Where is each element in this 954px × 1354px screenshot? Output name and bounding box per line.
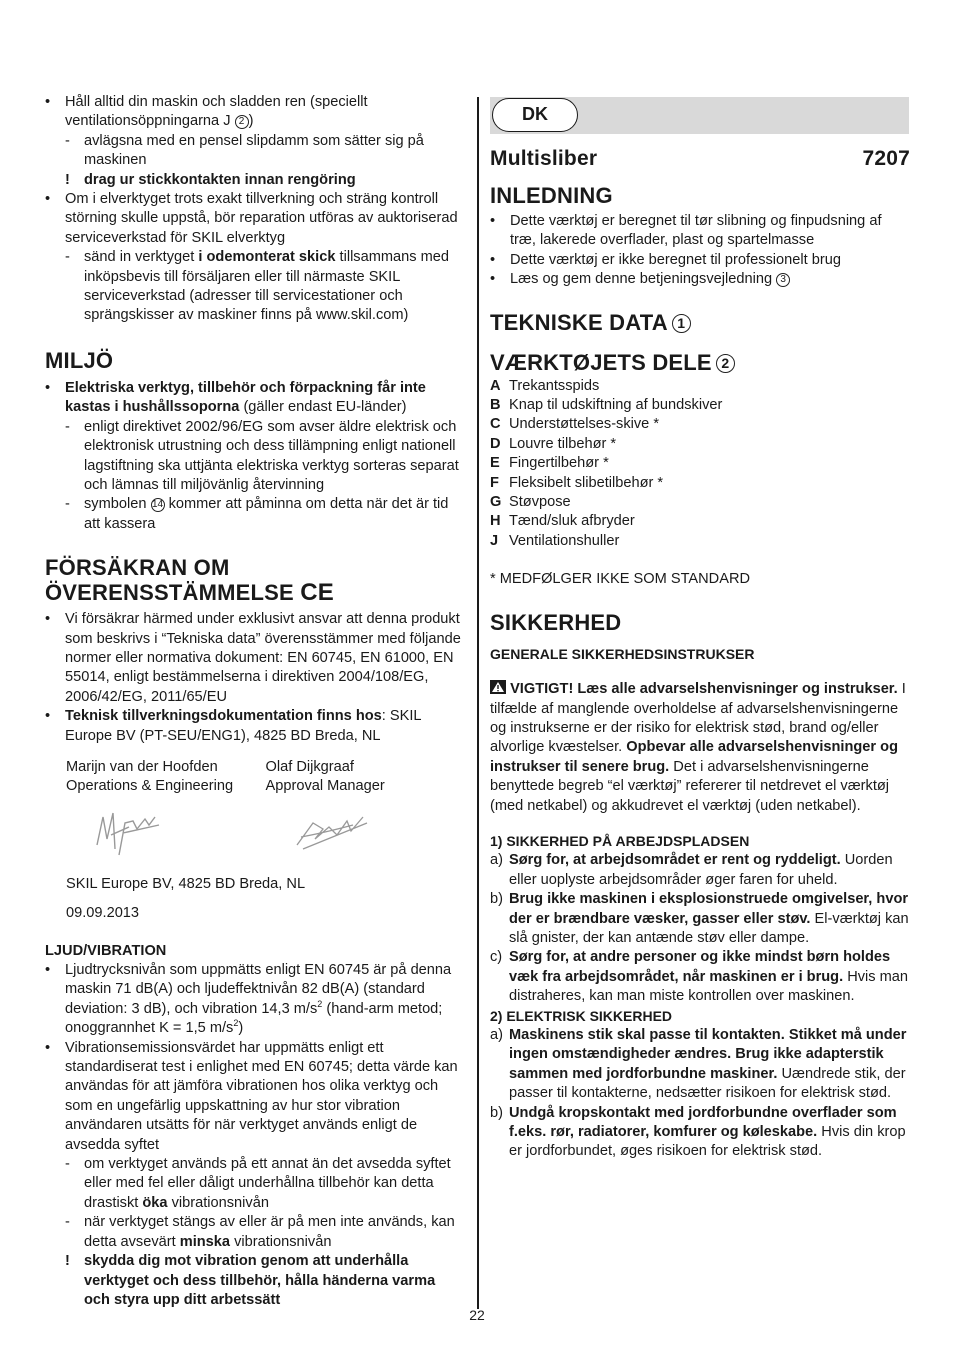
section-title-forsakran: FÖRSÄKRAN OM ÖVERENSSTÄMMELSE CE (45, 555, 334, 607)
callout-number: 2 (235, 115, 249, 129)
list-item: a) Sørg for, at arbejdsområdet er rent og ryddeligt. Uorden eller uoplyste arbejdsområder øger faren for uheld. (490, 852, 893, 888)
warning-paragraph: VIGTIGT! Læs alle advarselshenvisninger og instrukser. I tilfælde af manglende overholdelse af advarselshenvisningerne og instrukserne er der risiko for elektrisk stød, brand og/eller alvorlige kvæstelser. Opbevar alle advarselshenvisninger og instrukser til senere brug. Det i advarselshenvisningerne benyttede begreb “el værktøj” refererer til netdrevet el værktøj (med netkabel) og akkudrevet el værktøj (uden netkabel). (490, 681, 906, 814)
callout-number: 2 (716, 354, 735, 373)
parts-list (490, 377, 910, 552)
product-model: 7207 (862, 147, 910, 170)
section-title-sikkerhed: SIKKERHED (490, 609, 622, 635)
signature-image (89, 805, 169, 861)
list-item: a) Maskinens stik skal passe til kontakten. Stikket må under ingen omstændigheder ændres. Brug ikke adapterstik sammen med jordforbundne maskiner. Uændrede stik, der passer til kontakterne, nedsætter risikoen for elektrisk stød. (490, 1027, 907, 1102)
list-item: • Elektriska verktyg, tillbehör och förpackning får inte kastas i hushållssoporna (gäller endast EU-länder) (45, 379, 426, 416)
section-title-ljud: LJUD/VIBRATION (45, 942, 167, 959)
list-subitem: - avlägsna med en pensel slipdamm som sätter sig på maskinen (65, 132, 424, 169)
subsection-title-general: GENERALE SIKKERHEDSINSTRUKSER (490, 645, 755, 662)
section-title-vaerktojets-dele: VÆRKTØJETS DELE 2 (490, 350, 910, 375)
signatories (45, 758, 465, 797)
list-item: • Vi försäkrar härmed under exklusivt ansvar att denna produkt som beskrivs i “Tekniska data” överensstämmer med följande normer eller normativa dokument: EN 60745, EN 61000, EN 55014, enligt bestämmelserna i direktiven 2004/108/EG, 2006/42/EG, 2011/65/EU (45, 611, 461, 705)
parts-row: J Ventilationshuller (490, 532, 620, 549)
parts-row: A Trekantsspids (490, 377, 600, 394)
list-item: • Teknisk tillverkningsdokumentation finns hos: SKIL Europe BV (PT-SEU/ENG1), 4825 BD Breda, NL (45, 708, 422, 744)
parts-row: E Fingertilbehør * (490, 455, 609, 472)
list-item: • Læs og gem denne betjeningsvejledning 3 (490, 270, 910, 289)
parts-footnote: * MEDFØLGER IKKE SOM STANDARD (490, 571, 751, 588)
subsection-title-elektrisk: 2) ELEKTRISK SIKKERHED (490, 1007, 673, 1024)
list-item: c) Sørg for, at andre personer og ikke mindst børn holdes væk fra arbejdsområdet, når maskinen er i brug. Hvis man distraheres, kan man miste kontrollen over maskinen. (490, 949, 909, 1005)
list-subitem: - enligt direktivet 2002/96/EG som avser äldre elektrisk och elektronisk utrustning och dess tillämpning enligt nationell lagstiftning ska uttjänta elektriska verktyg sorteras separat och lämnas till miljövänlig återvinning (65, 418, 459, 493)
list-subitem: - när verktyget stängs av eller är på men inte används, kan detta avsevärt minska vibrationsnivån (65, 1214, 455, 1250)
parts-row: B Knap til udskiftning af bundskiver (490, 397, 723, 414)
ce-mark-icon: CE (300, 579, 334, 607)
company-address: SKIL Europe BV, 4825 BD Breda, NL (66, 875, 306, 892)
warning-note: ! skydda dig mot vibration genom att underhålla verktyget och dess tillbehör, hålla händerna varma och styra upp ditt arbetssätt (65, 1253, 436, 1308)
warning-triangle-icon (490, 680, 506, 694)
left-column (45, 93, 465, 1310)
list-subitem: - sänd in verktyget i odemonterat skick tillsammans med inköpsbevis till försäljaren eller till närmaste SKIL serviceverkstad (adresser till servicestationer och sprängskisser av maskiner finns på www.skil.com) (65, 249, 450, 324)
signature-area (45, 797, 465, 875)
list-item: • Vibrationsemissionsvärdet har uppmätts enligt ett standardiserat test i enlighet med EN 60745; detta värde kan användas för att jämföra vibrationen hos olika verktyg och som en ungefärlig uppskattning av hur stor vibration användaren utsätts för när verktyget används enligt de avsedda syftet (45, 1039, 458, 1153)
language-badge: DK (492, 98, 578, 132)
list-subitem: - symbolen 14 kommer att påminna om detta när det är tid att kassera (65, 496, 449, 532)
callout-number: 1 (672, 314, 691, 333)
callout-number: 14 (151, 499, 164, 511)
section-title-miljo: MILJÖ (45, 347, 114, 373)
signature-image (293, 809, 373, 857)
list-item: • Håll alltid din maskin och sladden ren (speciellt ventilationsöppningarna J 2 ) (45, 94, 368, 130)
parts-row: C Understøttelses-skive * (490, 416, 660, 433)
list-item: • Dette værktøj er beregnet til tør slibning og finpudsning af træ, lakerede overflader, plast og spartelmasse (490, 213, 882, 249)
parts-row: G Støvpose (490, 494, 571, 511)
warning-note: ! drag ur stickkontakten innan rengöring (65, 171, 356, 188)
column-divider (477, 97, 479, 1309)
declaration-date: 09.09.2013 (66, 905, 140, 922)
product-title (490, 146, 910, 171)
list-item: b) Brug ikke maskinen i eksplosionstruede omgivelser, hvor der er brændbare væsker, gasser eller støv. El-værktøj kan slå gnister, der kan antænde støv eller dampe. (490, 891, 909, 946)
page-number: 22 (469, 1307, 485, 1323)
section-title-inledning: INLEDNING (490, 183, 613, 208)
signatory: Marijn van der Hoofden Operations & Engineering (66, 758, 234, 795)
list-item: • Ljudtrycksnivån som uppmätts enligt EN 60745 är på denna maskin 71 dB(A) och ljudeffektnivån 82 dB(A) (standard deviation: 3 dB), och vibration 14,3 $m/s^2$ (hand-arm metod; onoggrannhet K = 1,5 $m/s^2$) (45, 962, 452, 1037)
product-name: Multisliber (490, 147, 598, 170)
parts-row: D Louvre tilbehør * (490, 435, 617, 452)
parts-row: F Fleksibelt slibetilbehør * (490, 474, 664, 491)
parts-row: H Tænd/sluk afbryder (490, 513, 635, 530)
list-item: • Dette værktøj er ikke beregnet til professionelt brug (490, 251, 841, 268)
signatory: Olaf Dijkgraaf Approval Manager (265, 758, 385, 795)
callout-number: 3 (776, 273, 790, 287)
list-item: b) Undgå kropskontakt med jordforbundne overflader som f.eks. rør, radiatorer, komfurer og køleskabe. Hvis din krop er jordforbundet, øges risikoen for elektrisk stød. (490, 1104, 906, 1160)
list-subitem: - om verktyget används på ett annat än det avsedda syftet eller med fel eller dåligt underhållna tillbehör kan detta drastiskt öka vibrationsnivån (65, 1156, 451, 1211)
subsection-title-arbejdspladsen: 1) SIKKERHED PÅ ARBEJDSPLADSEN (490, 832, 750, 849)
right-column (490, 146, 910, 1162)
section-title-tekniske-data: TEKNISKE DATA 1 (490, 310, 910, 335)
language-header-bar (490, 97, 909, 134)
list-item: • Om i elverktyget trots exakt tillverkning och sträng kontroll störning skulle uppstå, bör reparation utföras av auktoriserad serviceverkstad för SKIL elverktyg (45, 191, 458, 246)
